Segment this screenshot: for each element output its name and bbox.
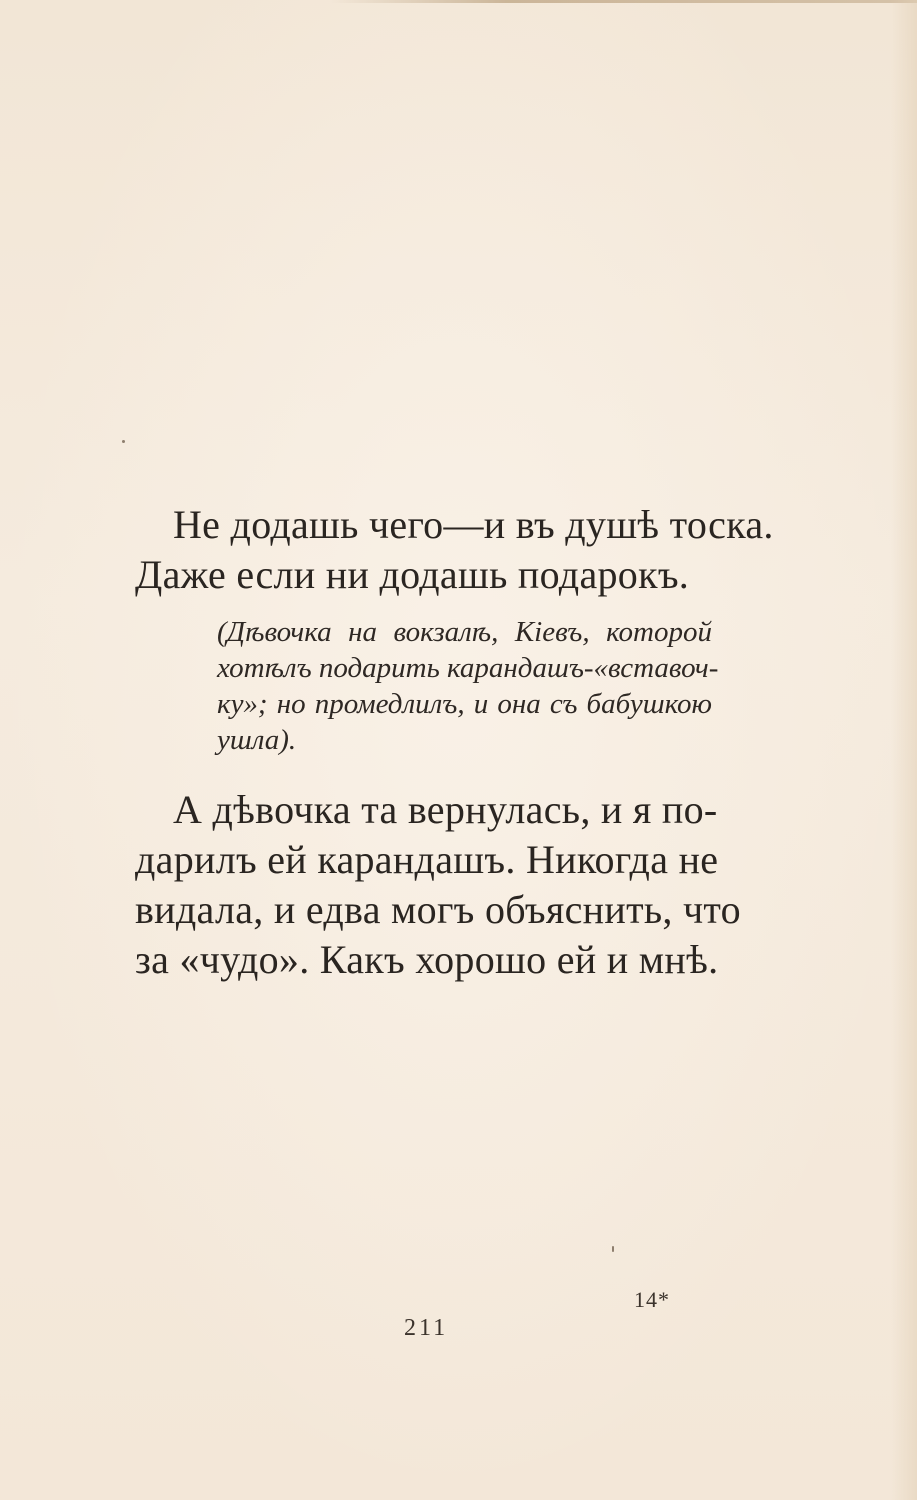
paragraph-2-line-4: за «чудо». Какъ хорошо ей и мнѣ. xyxy=(135,937,719,982)
italic-note xyxy=(217,614,719,758)
paragraph-2-line-3: видала, и едва могъ объяснить, что xyxy=(135,887,741,932)
paragraph-2-line-1: А дѣвочка та вернулась, и я по- xyxy=(173,787,718,832)
signature-mark: 14* xyxy=(634,1287,670,1312)
note-line-3: ку»; но промедлилъ, и она съ бабушкою xyxy=(217,688,712,720)
page-top-edge xyxy=(330,0,917,3)
paragraph-2-line-2: дарилъ ей карандашъ. Никогда не xyxy=(135,837,719,882)
paragraph-1-line-2: Даже если ни додашь подарокъ. xyxy=(135,552,690,597)
paper-speck xyxy=(122,440,125,443)
note-line-4: ушла). xyxy=(217,724,297,756)
paragraph-1-line-1: Не додашь чего—и въ душѣ тоска. xyxy=(173,502,774,547)
note-line-2: хотѣлъ подарить карандашъ-«вставоч- xyxy=(217,652,719,684)
page-number: 211 xyxy=(404,1315,449,1341)
paper-speck xyxy=(612,1246,614,1252)
note-line-1: (Дѣвочка на вокзалѣ, Кіевъ, которой xyxy=(217,616,712,648)
paragraph-2 xyxy=(135,785,741,985)
paragraph-1 xyxy=(135,500,774,600)
page-right-edge-shadow xyxy=(891,0,917,1500)
